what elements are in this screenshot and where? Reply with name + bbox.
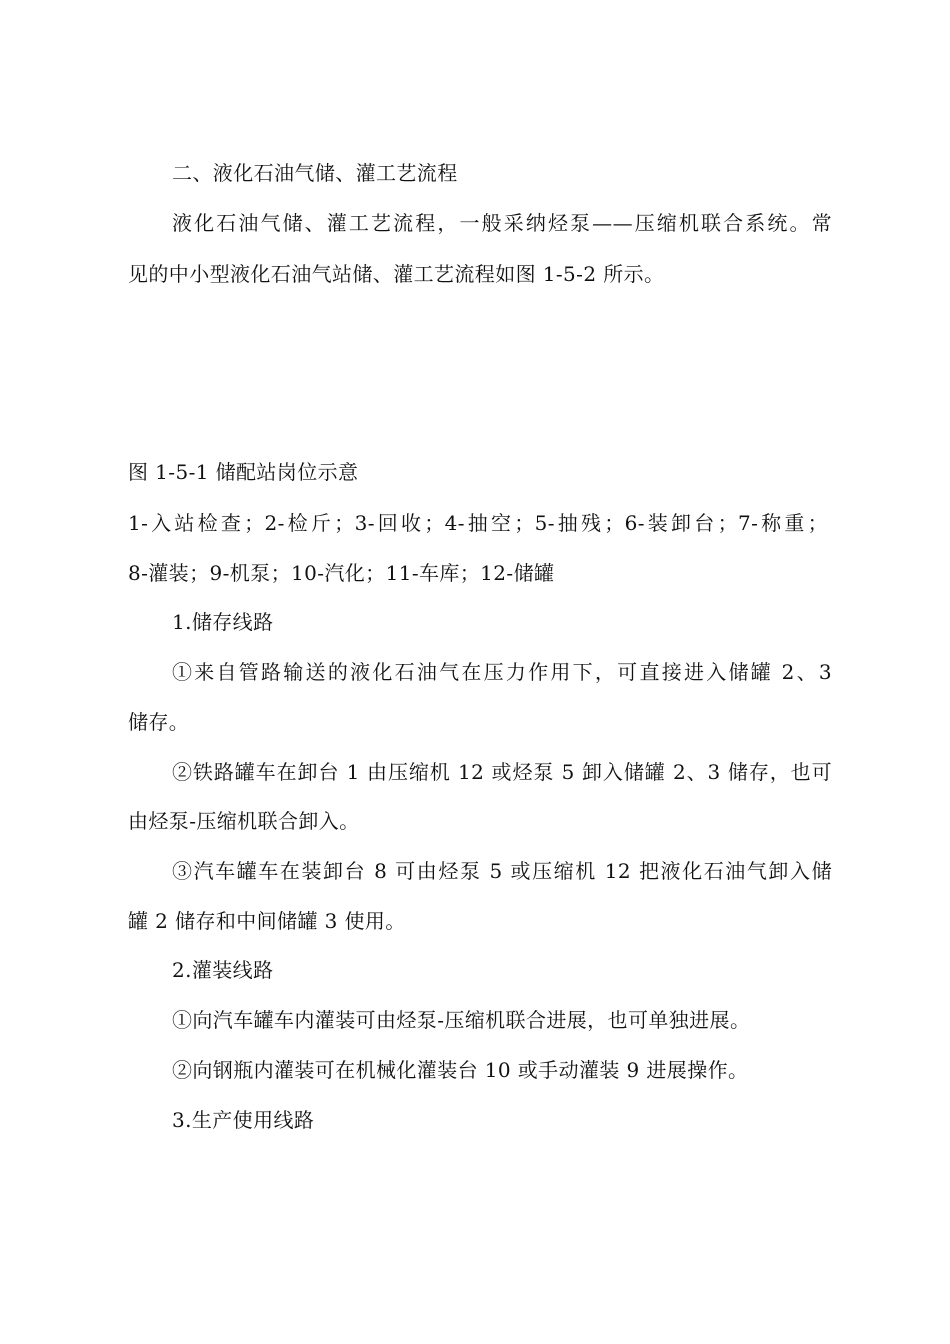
storage-item-1-line-1: ①来自管路输送的液化石油气在压力作用下，可直接进入储罐 2、3: [172, 660, 832, 684]
storage-item-3-line-1: ③汽车罐车在装卸台 8 可由烃泵 5 或压缩机 12 把液化石油气卸入储: [172, 859, 832, 883]
production-heading: 3.生产使用线路: [172, 1108, 315, 1132]
figure-legend-line-1: 1-入站检查；2-检斤；3-回收；4-抽空；5-抽残；6-装卸台；7-称重；: [128, 511, 828, 535]
figure-legend-line-2: 8-灌装；9-机泵；10-汽化；11-车库；12-储罐: [128, 561, 555, 585]
intro-paragraph-line-2: 见的中小型液化石油气站储、灌工艺流程如图 1-5-2 所示。: [128, 262, 665, 286]
storage-item-2-line-2: 由烃泵-压缩机联合卸入。: [128, 809, 360, 833]
storage-item-1-line-2: 储存。: [128, 710, 190, 734]
storage-heading: 1.储存线路: [172, 610, 274, 634]
filling-item-2: ②向钢瓶内灌装可在机械化灌装台 10 或手动灌装 9 进展操作。: [172, 1058, 749, 1082]
filling-heading: 2.灌装线路: [172, 958, 274, 982]
section-heading: 二、液化石油气储、灌工艺流程: [172, 161, 458, 185]
storage-item-2-line-1: ②铁路罐车在卸台 1 由压缩机 12 或烃泵 5 卸入储罐 2、3 储存，也可: [172, 760, 832, 784]
figure-caption: 图 1-5-1 储配站岗位示意: [128, 460, 359, 484]
intro-paragraph-line-1: 液化石油气储、灌工艺流程，一般采纳烃泵——压缩机联合系统。常: [172, 211, 832, 235]
filling-item-1: ①向汽车罐车内灌装可由烃泵-压缩机联合进展，也可单独进展。: [172, 1008, 751, 1032]
storage-item-3-line-2: 罐 2 储存和中间储罐 3 使用。: [128, 909, 406, 933]
